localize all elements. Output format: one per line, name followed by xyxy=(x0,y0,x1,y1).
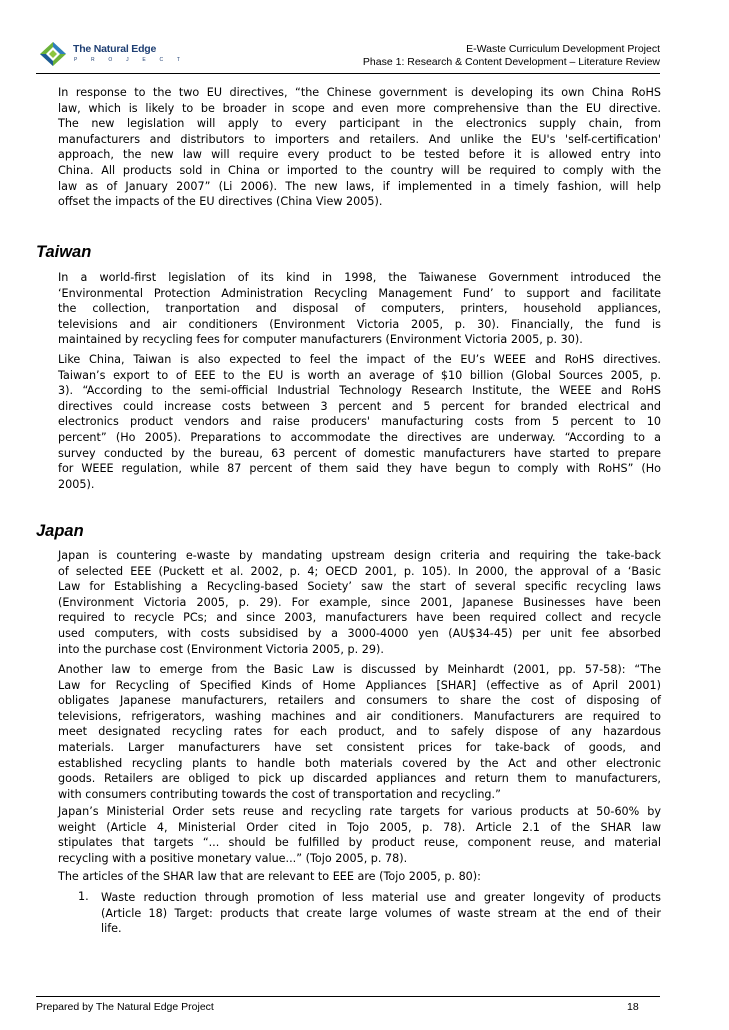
header-divider xyxy=(36,73,660,74)
text-line: televisions, refrigerators, washing machines and air conditioners. Manufacturers are required to xyxy=(58,709,661,723)
page-number: 18 xyxy=(627,1001,639,1013)
text-line: Like China, Taiwan is also expected to feel the impact of the EU’s WEEE and RoHS directives. xyxy=(58,353,661,366)
list-number: 1. xyxy=(78,890,89,903)
text-line: The new legislation will apply to every participant in the electronics supply chain, from xyxy=(58,117,661,131)
paragraph-china xyxy=(58,85,661,210)
text-line: weight (Article 4, Ministerial Order cited in Tojo 2005, p. 78). Article 2.1 of the SHAR law xyxy=(58,820,661,834)
text-line: for WEEE regulation, while 87 percent of them said they have begun to comply with RoHS” (Ho xyxy=(58,462,661,476)
text-line: required to recycle PCs; and since 2003, manufacturers have been required collect and recycle xyxy=(58,611,661,625)
text-line: offset the impacts of the EU directives (China View 2005). xyxy=(58,195,383,209)
text-line: manufacturers and distributors to importers and retailers. And unlike the EU's 'self-certification' xyxy=(58,132,661,146)
text-line: Japan’s Ministerial Order sets reuse and recycling rate targets for various products at 50-60% by xyxy=(58,805,661,818)
text-line: maintained by recycling fees for computer manufacturers (Environment Victoria 2005, p. 30). xyxy=(58,333,583,347)
text-line: the collection, tranportation and disposal of computers, printers, household appliances, xyxy=(58,302,661,316)
text-line: recycling with a positive monetary value...” (Tojo 2005, p. 78). xyxy=(58,851,408,865)
text-line: Waste reduction through promotion of less material use and greater longevity of products xyxy=(101,891,661,904)
text-line: (Article 18) Target: products that create large volumes of waste stream at the end of their xyxy=(101,906,661,920)
text-line: goods. Retailers are obliged to pick up discarded appliances and return them to manufacturers, xyxy=(58,772,661,786)
logo-subtitle: P R O J E C T xyxy=(74,57,187,63)
text-line: televisions and air conditioners (Environment Victoria 2005, p. 30). Financially, the fund is xyxy=(58,317,661,331)
paragraph-japan-ministerial-order xyxy=(58,804,661,866)
text-line: In response to the two EU directives, “the Chinese government is developing its own China RoHS xyxy=(58,86,661,99)
text-line: 3). “According to the semi-official Industrial Technology Research Institute, the WEEE and RoHS xyxy=(58,384,661,398)
text-line: meet designated recycling rates for each product, and to safely dispose of any hazardous xyxy=(58,725,661,739)
header-phase-line: Phase 1: Research & Content Development – Literature Review xyxy=(362,56,660,68)
heading-taiwan: Taiwan xyxy=(36,243,92,261)
text-line: obligates Japanese manufacturers, retailers and consumers to share the cost of disposing of xyxy=(58,694,661,708)
leaf-logo-icon xyxy=(36,40,70,68)
text-line: used computers, with costs subsidised by a 3000-4000 yen (AU$34-45) per unit fee absorbed xyxy=(58,626,661,640)
text-line: The articles of the SHAR law that are relevant to EEE are (Tojo 2005, p. 80): xyxy=(58,870,481,883)
header-project-line: E-Waste Curriculum Development Project xyxy=(466,43,660,55)
heading-japan: Japan xyxy=(36,522,84,540)
text-line: Another law to emerge from the Basic Law is discussed by Meinhardt (2001, pp. 57-58): “The xyxy=(58,663,661,676)
text-line: law as of January 2007” (Li 2006). The new laws, if implemented in a timely fashion, will help xyxy=(58,179,661,193)
footer-credit: Prepared by The Natural Edge Project xyxy=(36,1001,214,1013)
paragraph-japan-shar xyxy=(58,662,661,802)
text-line: In a world-first legislation of its kind in 1998, the Taiwanese Government introduced the xyxy=(58,271,661,284)
text-line: with consumers contributing towards the cost of transportation and recycling.” xyxy=(58,787,501,801)
paragraph-taiwan-weee xyxy=(58,352,661,492)
paragraph-shar-articles xyxy=(58,869,661,885)
text-line: Japan is countering e-waste by mandating upstream design criteria and requiring the take-back xyxy=(58,549,661,562)
logo-name: The Natural Edge xyxy=(73,43,157,55)
text-line: of selected EEE (Puckett et al. 2002, p. 4; OECD 2001, p. 105). In 2000, the approval of a ‘Basic xyxy=(58,564,661,578)
logo xyxy=(36,40,187,68)
paragraph-japan-basic-law xyxy=(58,548,661,657)
paragraph-taiwan-fund xyxy=(58,270,661,348)
text-line: Law for Recycling of Specified Kinds of Home Appliances [SHAR] (effective as of April 2001) xyxy=(58,678,661,692)
text-line: established recycling plants to handle both materials covered by the Act and other electronic xyxy=(58,756,661,770)
text-line: Taiwan’s export to of EEE to the EU is worth an average of $10 billion (Global Sources 2005, p. xyxy=(58,368,661,382)
text-line: into the purchase cost (Environment Victoria 2005, p. 29). xyxy=(58,642,384,656)
page-header xyxy=(36,40,660,74)
text-line: stipulates that targets “... should be fulfilled by product reuse, component reuse, and material xyxy=(58,836,661,850)
text-line: electronics product vendors and raise producers' manufacturing costs from 5 percent to 10 xyxy=(58,415,661,429)
text-line: survey conducted by the bureau, 63 percent of domestic manufacturers have started to prepare xyxy=(58,446,661,460)
text-line: Law for Establishing a Recycling-based Society’ saw the start of several specific recycling laws xyxy=(58,580,661,594)
text-line: life. xyxy=(101,922,122,936)
footer-divider xyxy=(36,996,660,997)
text-line: China. All products sold in China or imported to the country will be required to comply with the xyxy=(58,163,661,177)
text-line: 2005). xyxy=(58,477,95,491)
text-line: percent” (Ho 2005). Preparations to accommodate the directives are underway. “According to a xyxy=(58,430,661,444)
text-line: materials. Larger manufacturers have set consistent prices for take-back of goods, and xyxy=(58,740,661,754)
text-line: directives could increase costs between 3 percent and 5 percent for branded electrical and xyxy=(58,399,661,413)
text-line: (Environment Victoria 2005, p. 29). For example, since 2001, Japanese Businesses have been xyxy=(58,595,661,609)
header-title xyxy=(363,43,660,69)
text-line: law, which is likely to be broader in scope and even more comprehensive than the EU directive. xyxy=(58,101,661,115)
text-line: approach, the new law will require every product to be tested before it is allowed entry into xyxy=(58,148,661,162)
text-line: ‘Environmental Protection Administration Recycling Management Fund’ to support and facilitate xyxy=(58,286,661,300)
list-item xyxy=(101,890,661,937)
